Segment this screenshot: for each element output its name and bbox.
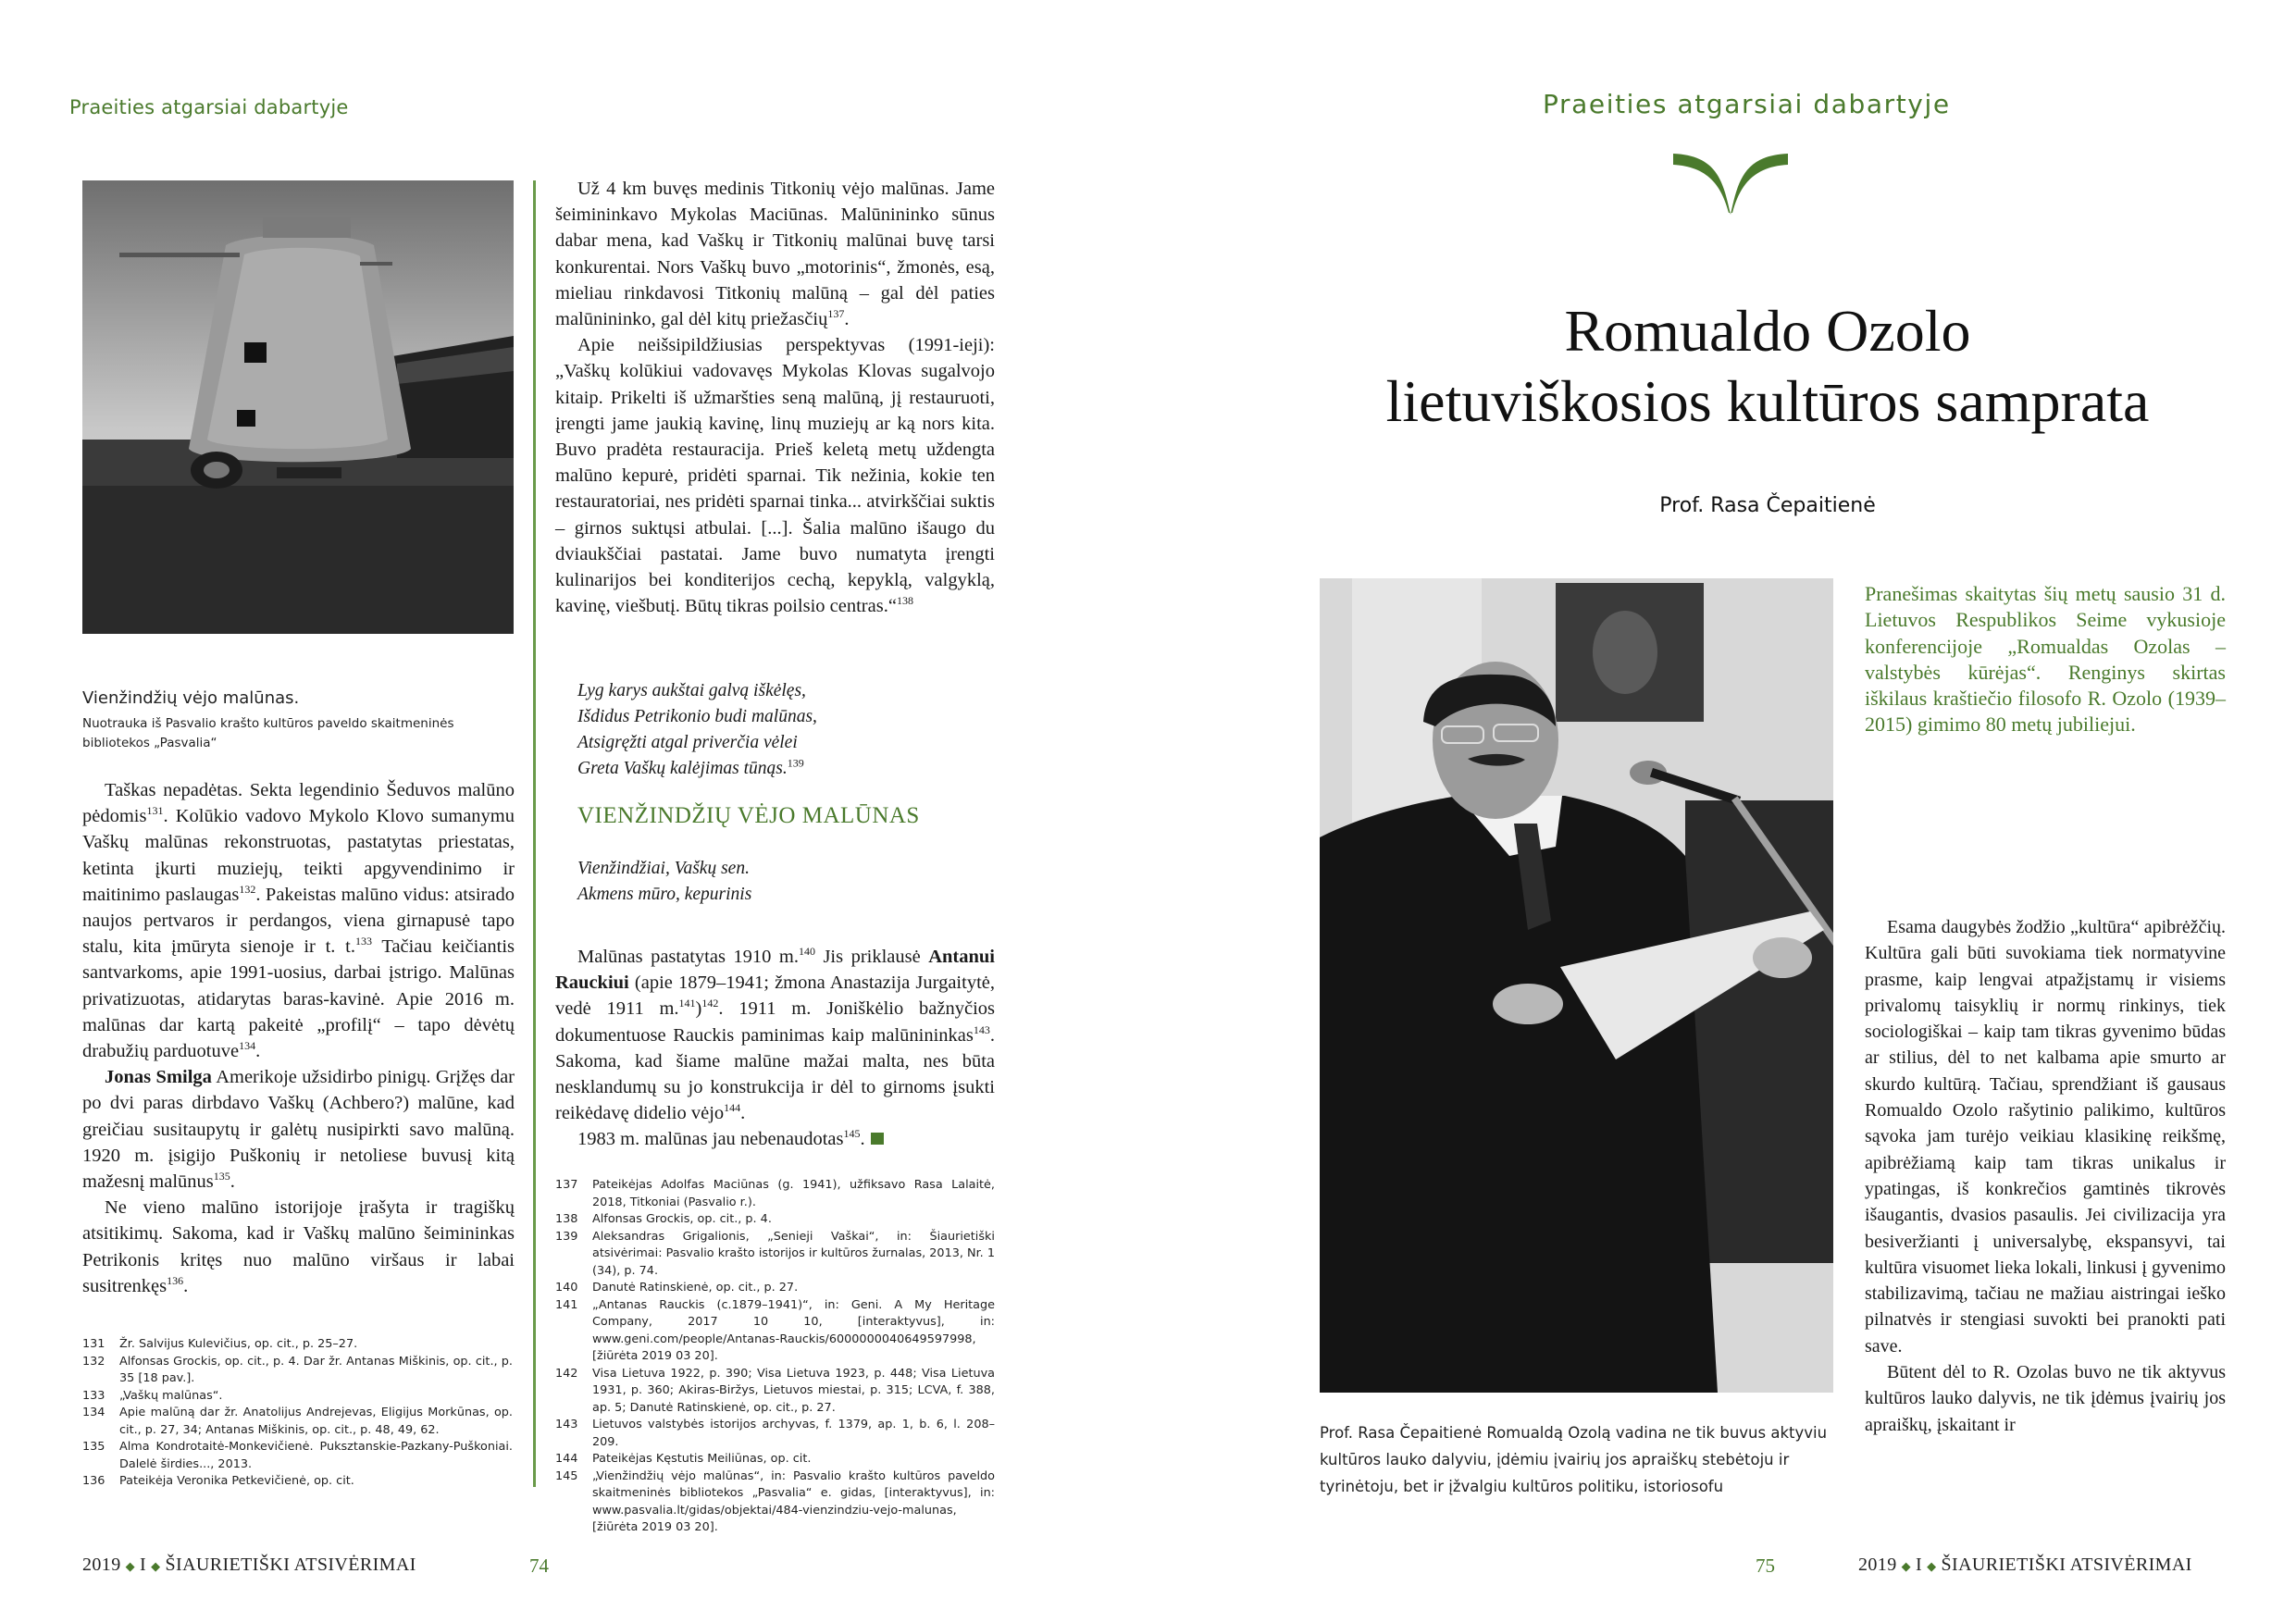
running-head-right: Praeities atgarsiai dabartyje bbox=[1543, 89, 1951, 119]
diamond-icon: ◆ bbox=[125, 1559, 136, 1573]
speaker-image-icon bbox=[1320, 578, 1833, 1393]
footnote: 142 Visa Lietuva 1922, p. 390; Visa Lietuva 1923, p. 448; Visa Lietuva 1931, p. 360; Akiras-Biržys, Lietuvos miestai, p. 315; LCVA, f. 388, ap. 5; Danutė Ratinskienė, op. cit., p. 27. bbox=[555, 1366, 995, 1415]
speaker-photo-caption: Prof. Rasa Čepaitienė Romualdą Ozolą vadina ne tik buvus aktyviu kultūros lauko dalyviu, įdėmiu įvairių jos apraiškų stebėtoju ir tyrinėtoju, bet ir įžvalgiu kultūros politiku, istoriosofu bbox=[1320, 1424, 1828, 1495]
paragraph: Už 4 km buvęs medinis Titkonių vėjo malūnas. Jame šeimininkavo Mykolas Maciūnas. Malūnininko sūnus dabar mena, kad Vaškų ir Titkonių malūnai buvę tarsi konkurentai. Nors Vaškų buvo „motorinis“, žmonės, esą, mieliau rinkdavosi Titkonių malūną – gal dėl paties malūnininko, gal dėl kitų priežasčių$^{137}$. bbox=[555, 179, 995, 330]
page-number-right: 75 bbox=[1756, 1555, 1775, 1577]
footnotes-middle bbox=[555, 1177, 995, 1537]
page-number-left: 74 bbox=[529, 1555, 549, 1577]
footnote: 143 Lietuvos valstybės istorijos archyvas, f. 1379, ap. 1, b. 6, l. 208–209. bbox=[555, 1418, 995, 1449]
article-lead: Pranešimas skaitytas šių metų sausio 31 d. Lietuvos Respublikos Seime vykusioje konferencijoje „Romualdas Ozolas – valstybės kūrėjas“. Renginys skirtas iškilaus kraštiečio filosofo R. Ozolo (1939–2015) gimimo 80 metų jubiliejui. bbox=[1865, 582, 2226, 737]
footnote: 145 „Vienžindžių vėjo malūnas“, in: Pasvalio krašto kultūros paveldo skaitmeninės bibliotekos „Pasvalia“ e. gidas, [interaktyvus], in: www.pasvalia.lt/gidas/objektai/484-vienzindziu-vejo-malunas, [žiūrėta 2019 03 20]. bbox=[555, 1468, 995, 1534]
windmill-image-icon bbox=[82, 180, 514, 634]
footnote: 131 Žr. Salvijus Kulevičius, op. cit., p. 25–27. bbox=[82, 1337, 358, 1351]
footnote: 140 Danutė Ratinskienė, op. cit., p. 27. bbox=[555, 1281, 799, 1295]
paragraph: Apie neišsipildžiusias perspektyvas (1991-ieji): „Vaškų kolūkiui vadovavęs Mykolas Klovas sugalvojo kitaip. Prikelti iš užmaršties seną malūną, jį restauruoti, įrengti jame jaukią kavinę, linų muziejų ar ką nors kita. Buvo pradėta restauracija. Prieš keletą metų uždengta malūno kepurė, pridėti sparnai. Tik nežinia, kokie ten restauratoriai, nes pridėti sparnai tinka... atvirkščiai suktis – girnos suktųsi atbulai. [...]. Šalia malūno išaugo du dviaukščiai pastatai. Jame buvo numatyta įrengti kulinarijos bei konditerijos cechą, kepyklą, valgyklą, kavinę, viešbutį. Būtų tikras poilsio centras.“$^{138}$ bbox=[555, 335, 995, 617]
column-divider bbox=[533, 180, 536, 1487]
running-head-left: Praeities atgarsiai dabartyje bbox=[69, 96, 349, 118]
article-title: Romualdo Ozolo lietuviškosios kultūros samprata bbox=[1385, 298, 2150, 434]
paragraph: Ne vieno malūno istorijoje įrašyta ir tragiškų atsitikimų. Sakoma, kad ir Vaškų malūno šeimininkas Petrikonis kritęs nuo malūno viršaus ir labai susitrenkęs$^{136}$. bbox=[82, 1197, 515, 1296]
footnote: 138 Alfonsas Grockis, op. cit., p. 4. bbox=[555, 1212, 772, 1226]
windmill-photo bbox=[82, 180, 514, 634]
end-mark-icon bbox=[871, 1133, 884, 1145]
folio-right: 2019 ◆ I ◆ ŠIAURIETIŠKI ATSIVĖRIMAI bbox=[1858, 1555, 2192, 1575]
footnote: 134 Apie malūną dar žr. Anatolijus Andrejevas, Eligijus Morkūnas, op. cit., p. 27, 34; Antanas Miškinis, op. cit., p. 48, 49, 62. bbox=[82, 1406, 513, 1437]
paragraph: Būtent dėl to R. Ozolas buvo ne tik aktyvus kultūros lauko dalyvis, ne tik įdėmus įvairių jos apraiškų, įskaitant ir bbox=[1865, 1362, 2226, 1435]
article-column-middle-lower bbox=[555, 944, 995, 1153]
paragraph: Malūnas pastatytas 1910 m.$^{140}$ Jis priklausė Antanui Rauckiui (apie 1879–1941; žmona Anastazija Jurgaitytė, vedė 1911 m.$^{141}$)$^{142}$. 1911 m. Joniškėlio bažnyčios dokumentuose Rauckis paminimas kaip malūnininkas$^{143}$. Sakoma, kad šiame malūne mažai malta, nes būta nesklandumų su jo konstrukcija ir dėl to girnoms įsukti reikėdavę didelio vėjo$^{144}$. bbox=[555, 945, 995, 1124]
paragraph: Esama daugybės žodžio „kultūra“ apibrėžčių. Kultūra gali būti suvokiama tiek normatyvine prasme, kaip lengvai atpažįstamų ir visiems privalomų taisyklių ir normų rinkinys, tiek sociologiškai – kaip tam tikras gyvenimo būdas ar stilius, dėl to net kalbama apie smurto ar skurdo kultūrą. Tačiau, sprendžiant iš gausaus Romualdo Ozolo rašytinio palikimo, kultūros sąvoka jam turėjo veikiau klasikinę reikšmę, apibrėžiamą kaip tam tikras unikalus ir ypatingas, iš konkrečios gamtinės tikrovės išaugantis, dvasios pasaulis. Jei civilizacija yra besiveržianti į universalybę, ekspansyvi, tai kultūra visuomet lieka lokali, linkusi į gyvenimo stabilizavimą, tačiau ne mažiau aistringai ieško pilnatvės ir stengiasi suvokti bei pranokti pati save. bbox=[1865, 917, 2226, 1357]
footnote: 141 „Antanas Rauckis (c.1879–1941)“, in: Geni. A My Heritage Company, 2017 10 10, [interaktyvus], in: www.geni.com/people/Antanas-Rauckis/6000000040649597998, [žiūrėta 2019 03 20]. bbox=[555, 1297, 995, 1363]
photo-caption-credit: Nuotrauka iš Pasvalio krašto kultūros paveldo skaitmeninės bibliotekos „Pasvalia“ bbox=[82, 716, 454, 750]
photo-caption-title: Vienžindžių vėjo malūnas. bbox=[82, 688, 300, 708]
poem-quote: Lyg karys aukštai galvą iškėlęs, Išdidus Petrikonio budi malūnas, Atsigręžti atgal priverčia vėlei Greta Vaškų kalėjimas tūnąs.$^{139}$ bbox=[577, 681, 817, 778]
article-column-left bbox=[82, 777, 515, 1299]
footnote: 139 Aleksandras Grigalionis, „Senieji Vaškai“, in: Šiaurietiški atsivėrimai: Pasvalio krašto istorijos ir kultūros žurnalas, 2013, Nr. 1 (34), p. 74. bbox=[555, 1229, 995, 1278]
footnote: 137 Pateikėjas Adolfas Maciūnas (g. 1941), užfiksavo Rasa Lalaitė, 2018, Titkoniai (Pasvalio r.). bbox=[555, 1178, 995, 1209]
footnote: 144 Pateikėjas Kęstutis Meiliūnas, op. cit. bbox=[555, 1452, 812, 1466]
diamond-icon: ◆ bbox=[1901, 1559, 1912, 1573]
folio-left: 2019 ◆ I ◆ ŠIAURIETIŠKI ATSIVĖRIMAI bbox=[82, 1555, 416, 1575]
footnote: 135 Alma Kondrotaitė-Monkevičienė. Puksztanskie-Pazkany-Puškoniai. Dalelė širdies..., 2013. bbox=[82, 1440, 513, 1471]
footnote: 132 Alfonsas Grockis, op. cit., p. 4. Dar žr. Antanas Miškinis, op. cit., p. 35 [18 pav.]. bbox=[82, 1354, 513, 1385]
paragraph: 1983 m. malūnas jau nebenaudotas$^{145}$. bbox=[555, 1126, 995, 1152]
article-author: Prof. Rasa Čepaitienė bbox=[1659, 494, 1876, 517]
leaf-ornament-icon bbox=[1666, 148, 1795, 217]
diamond-icon: ◆ bbox=[151, 1559, 161, 1573]
paragraph: Jonas Smilga Amerikoje užsidirbo pinigų. Grįžęs dar po dvi paras dirbdavo Vaškų (Achbero?) malūne, kad greičiau susitaupytų ir galėtų nusipirkti savo malūną. 1920 m. įsigijo Puškonių ir netoliese buvusį kitą mažesnį malūnus$^{135}$. bbox=[82, 1067, 515, 1193]
section-heading: VIENŽINDŽIŲ VĖJO MALŪNAS bbox=[577, 803, 920, 828]
place-description: Vienžindžiai, Vaškų sen. Akmens mūro, kepurinis bbox=[577, 859, 752, 904]
speaker-photo bbox=[1320, 578, 1833, 1393]
diamond-icon: ◆ bbox=[1927, 1559, 1937, 1573]
footnote: 136 Pateikėja Veronika Petkevičienė, op. cit. bbox=[82, 1474, 354, 1488]
footnote: 133 „Vaškų malūnas“. bbox=[82, 1388, 223, 1403]
article-column-right bbox=[1865, 914, 2226, 1438]
article-column-middle bbox=[555, 176, 995, 619]
paragraph: Taškas nepadėtas. Sekta legendinio Šeduvos malūno pėdomis$^{131}$. Kolūkio vadovo Mykolo Klovo sumanymu Vaškų malūnas rekonstruotas, pastatytas priestatas, ketinta įkurti muziejų, teikti apgyvendinimo ir maitinimo paslaugas$^{132}$. Pakeistas malūno vidus: atsirado naujos pertvaros ir perdangos, viena girnapusė tapo stalu, kita įmūryta sienoje ir t. t.$^{133}$ Tačiau keičiantis santvarkoms, apie 1991-uosius, darbai įstrigo. Malūnas privatizuotas, atidarytas baras-kavinė. Apie 2016 m. malūnas dar kartą pakeitė „profilį“ – tapo dėvėtų drabužių parduotuve$^{134}$. bbox=[82, 780, 515, 1062]
footnotes-left bbox=[82, 1336, 513, 1491]
